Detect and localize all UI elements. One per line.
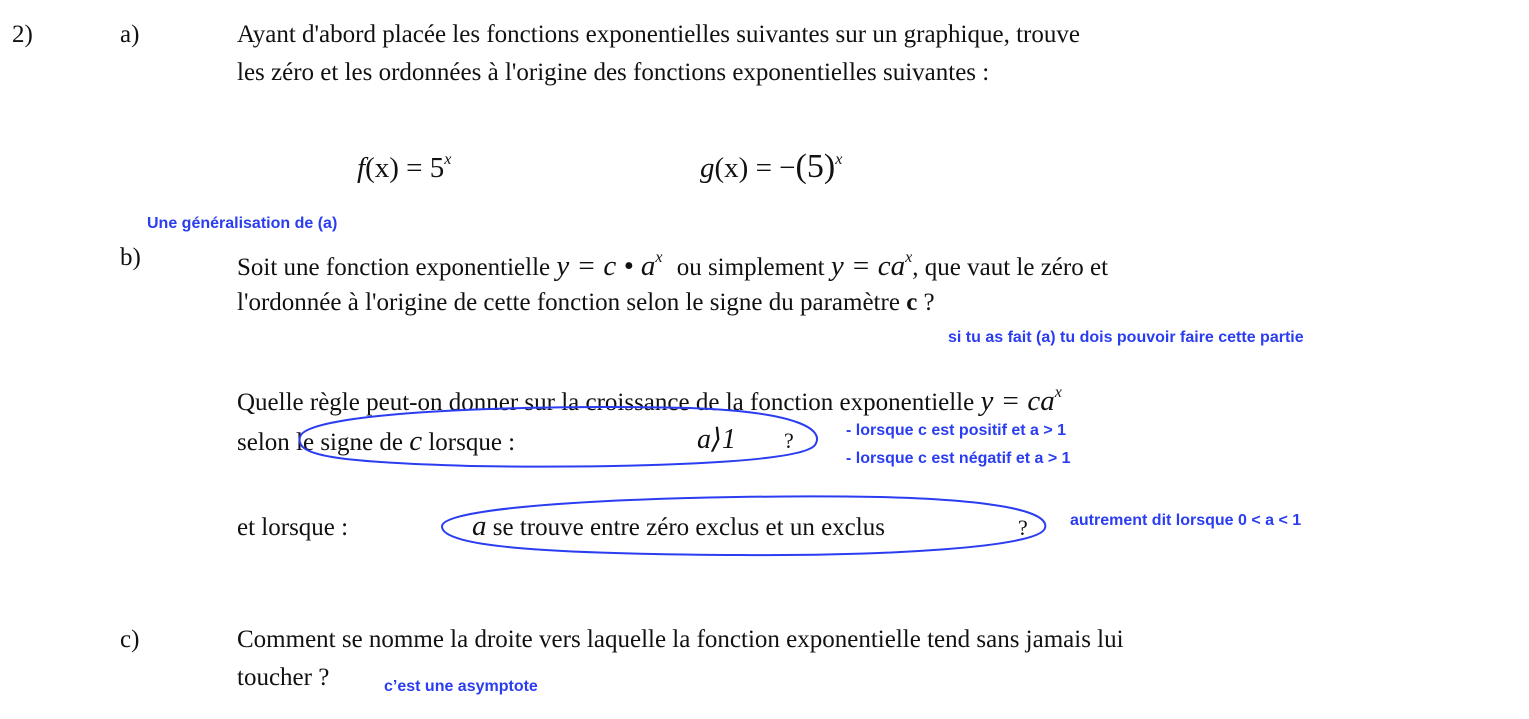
condition2-question-mark: ? xyxy=(1018,515,1028,540)
g-arg: (x) xyxy=(714,152,749,184)
sign-text1: selon le signe de xyxy=(237,429,403,456)
sign-c: c xyxy=(409,425,423,457)
annotation-case-negative: - lorsque c est négatif et a > 1 xyxy=(846,450,1071,467)
annotation-answer-c: c’est une asymptote xyxy=(384,678,538,695)
and-when-label: et lorsque : xyxy=(237,514,349,541)
part-c-line2: toucher ? xyxy=(237,664,330,691)
part-a-line1: Ayant d'abord placée les fonctions exponentielles suivantes sur un graphique, trouve xyxy=(237,21,1080,48)
param-c: c xyxy=(906,289,918,316)
equation-ca-exponent: x xyxy=(905,249,913,266)
annotation-case-positive: - lorsque c est positif et a > 1 xyxy=(846,422,1067,439)
function-g xyxy=(700,143,842,185)
condition1-question-mark: ? xyxy=(784,428,794,453)
equation-c-dot-a: y = c • a xyxy=(556,250,656,282)
g-eq: = − xyxy=(748,152,796,184)
part-b-text1: Soit une fonction exponentielle xyxy=(237,254,551,281)
part-b-line2-text: l'ordonnée à l'origine de cette fonction selon le signe du paramètre xyxy=(237,289,900,316)
question-number: 2) xyxy=(12,21,33,48)
g-exponent: x xyxy=(835,151,843,168)
sign-condition-line xyxy=(237,426,515,458)
part-a-label: a) xyxy=(120,21,140,48)
annotation-if-done: si tu as fait (a) tu dois pouvoir faire cette partie xyxy=(948,329,1304,346)
rule-equation-exponent: x xyxy=(1054,384,1062,401)
condition2-a: a xyxy=(472,510,487,542)
g-name: g xyxy=(700,152,715,184)
f-exponent: x xyxy=(444,151,452,168)
condition-a-greater-1: a⟩1 xyxy=(697,424,736,455)
part-a-line2: les zéro et les ordonnées à l'origine des fonctions exponentielles suivantes : xyxy=(237,59,990,86)
part-c-line1: Comment se nomme la droite vers laquelle la fonction exponentielle tend sans jamais lui xyxy=(237,626,1124,653)
annotation-generalisation: Une généralisation de (a) xyxy=(147,215,338,232)
annotation-otherwise: autrement dit lorsque 0 < a < 1 xyxy=(1070,512,1302,529)
sign-text2: lorsque : xyxy=(428,429,516,456)
part-b-line2 xyxy=(237,288,935,318)
part-c-label: c) xyxy=(120,626,140,653)
function-f xyxy=(357,143,451,185)
equation-c-dot-a-exponent: x xyxy=(655,249,663,266)
g-base: (5) xyxy=(795,148,836,185)
part-b-label: b) xyxy=(120,244,141,271)
part-b-text3: , que vaut le zéro et xyxy=(912,254,1109,281)
part-b-line2-end: ? xyxy=(917,289,935,316)
part-b-line1 xyxy=(237,243,1108,283)
condition-a-between xyxy=(472,511,885,543)
equation-ca: y = ca xyxy=(830,250,906,282)
rule-question xyxy=(237,378,1062,418)
f-arg: (x) xyxy=(365,152,399,184)
part-b-text2: ou simplement xyxy=(676,254,825,281)
f-name: f xyxy=(357,152,366,184)
rule-text: Quelle règle peut-on donner sur la croissance de la fonction exponentielle xyxy=(237,389,975,416)
rule-equation: y = ca xyxy=(980,385,1055,417)
condition2-text: se trouve entre zéro exclus et un exclus xyxy=(486,514,885,541)
f-eq: = 5 xyxy=(398,152,445,184)
